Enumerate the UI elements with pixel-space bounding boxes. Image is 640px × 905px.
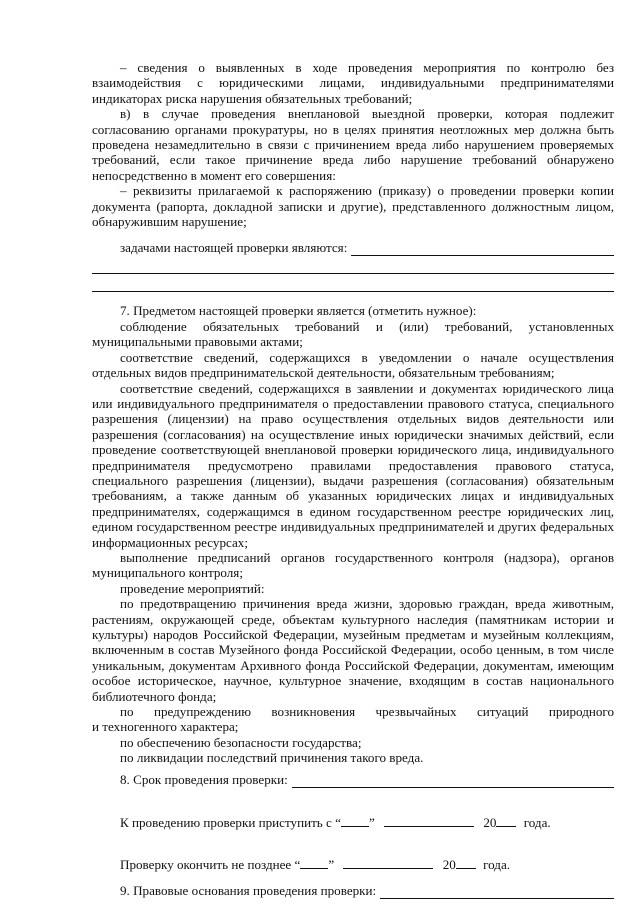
end-date-label: Проверку окончить не позднее [120,857,292,873]
section7-sub4: по ликвидации последствий причинения такого вреда. [120,750,424,766]
tasks-input-line-3[interactable] [92,274,614,292]
section8-heading: 8. Срок проведения проверки: [120,771,288,787]
section7-heading: 7. Предметом настоящей проверки является (отметить нужное): [120,303,477,319]
intro-p1-first: – сведения о выявленных в ходе проведения мероприятия по контролю без [120,60,614,75]
end-year-suffix: года. [483,857,511,873]
section9-row [92,883,614,899]
document-page [92,60,614,899]
start-year-input[interactable] [496,814,516,827]
intro-p1-second: взаимодействия с юридическими лицами, индивидуальными предпринимателями [92,75,614,91]
end-year-input[interactable] [456,856,476,869]
tasks-row [92,240,614,256]
tasks-input-line-2[interactable] [92,256,614,274]
section7-item1-first: соблюдение обязательных требований и (или) требований, установленных [120,318,614,334]
section7-item4: выполнение предписаний органов государственного контроля (надзора), органов муниципального контроля; [92,549,614,581]
end-month-input[interactable] [343,856,433,869]
start-date-label: К проведению проверки приступить с [120,814,332,830]
intro-p3-body: документа (рапорта, докладной записки и другие), представленного должностным лицом, обнаружившим нарушение; [92,198,614,230]
start-month-input[interactable] [384,814,474,827]
intro-p1-last: индикаторах риска нарушения обязательных требований; [92,90,413,106]
intro-p2-first: в) в случае проведения внеплановой выездной проверки, которая подлежит [120,106,614,122]
start-quote-close: ” [368,814,375,830]
section7-sub1: по предотвращению причинения вреда жизни, здоровью граждан, вреда животным, растениям, окружающей среде, объектам культурного наследия (памятникам истории и культуры) народов Российской Федерации, музейным предметам и музейным коллекциям, включенным в состав Музейного фонда Российской Федерации, особо ценным, в том числе уникальным, документам Архивного фонда Российской Федерации, документам, имеющим особое историческое, научное, культурное значение, входящим в состав национального библиотечного фонда; [92,596,614,704]
section7-sub2-first: по предупреждению возникновения чрезвычайных ситуаций природного [120,704,614,720]
section9-input-line[interactable] [380,886,614,899]
section7-sub2-last: и техногенного характера; [92,719,239,735]
end-day-input[interactable] [300,856,328,869]
section7-item5: проведение мероприятий: [120,580,265,596]
end-quote-close: ” [328,857,335,873]
start-day-input[interactable] [341,814,369,827]
tasks-label: задачами настоящей проверки являются: [120,240,348,256]
start-year-prefix: 20 [483,814,497,830]
section8-input-line[interactable] [292,775,614,788]
tasks-input-line-1[interactable] [351,243,614,256]
section7-item1-last: муниципальными правовыми актами; [92,334,303,350]
intro-p2-body: согласованию органами прокуратуры, но в целях принятия неотложных мер должна быть проведена незамедлительно в связи с причинением вреда либо нарушением проверяемых требований, если такое причинение вреда либо нарушение требований обнаружено непосредственно в момент его совершения: [92,121,614,183]
section7-item2: соответствие сведений, содержащихся в уведомлении о начале осуществления отдельных видов предпринимательской деятельности, обязательным требованиям; [92,349,614,381]
start-quote-open: “ [335,814,341,830]
section7-sub3: по обеспечению безопасности государства; [120,734,362,750]
end-quote-open: “ [294,857,301,873]
end-date-row [92,856,614,872]
end-year-prefix: 20 [442,857,456,873]
section9-heading: 9. Правовые основания проведения проверки: [120,883,377,899]
start-date-row [92,814,614,830]
section7-item3: соответствие сведений, содержащихся в заявлении и документах юридического лица или индивидуального предпринимателя о предоставлении правового статуса, специального разрешения (лицензии) на право осуществления отдельных видов деятельности или разрешения (согласования) на осуществление иных юридически значимых действий, если проведение соответствующей внеплановой проверки юридического лица, индивидуального предпринимателя предусмотрено правилами предоставления правового статуса, специального разрешения (лицензии), выдачи разрешения (согласования) обязательным требованиям, а также данным об указанных юридических лицах и индивидуальных предпринимателях, содержащимся в едином государственном реестре юридических лиц, едином государственном реестре индивидуальных предпринимателей и других федеральных информационных ресурсах; [92,380,614,550]
section8-row [92,772,614,788]
intro-p3-first: – реквизиты прилагаемой к распоряжению (приказу) о проведении проверки копии [120,183,614,199]
start-year-suffix: года. [523,814,551,830]
